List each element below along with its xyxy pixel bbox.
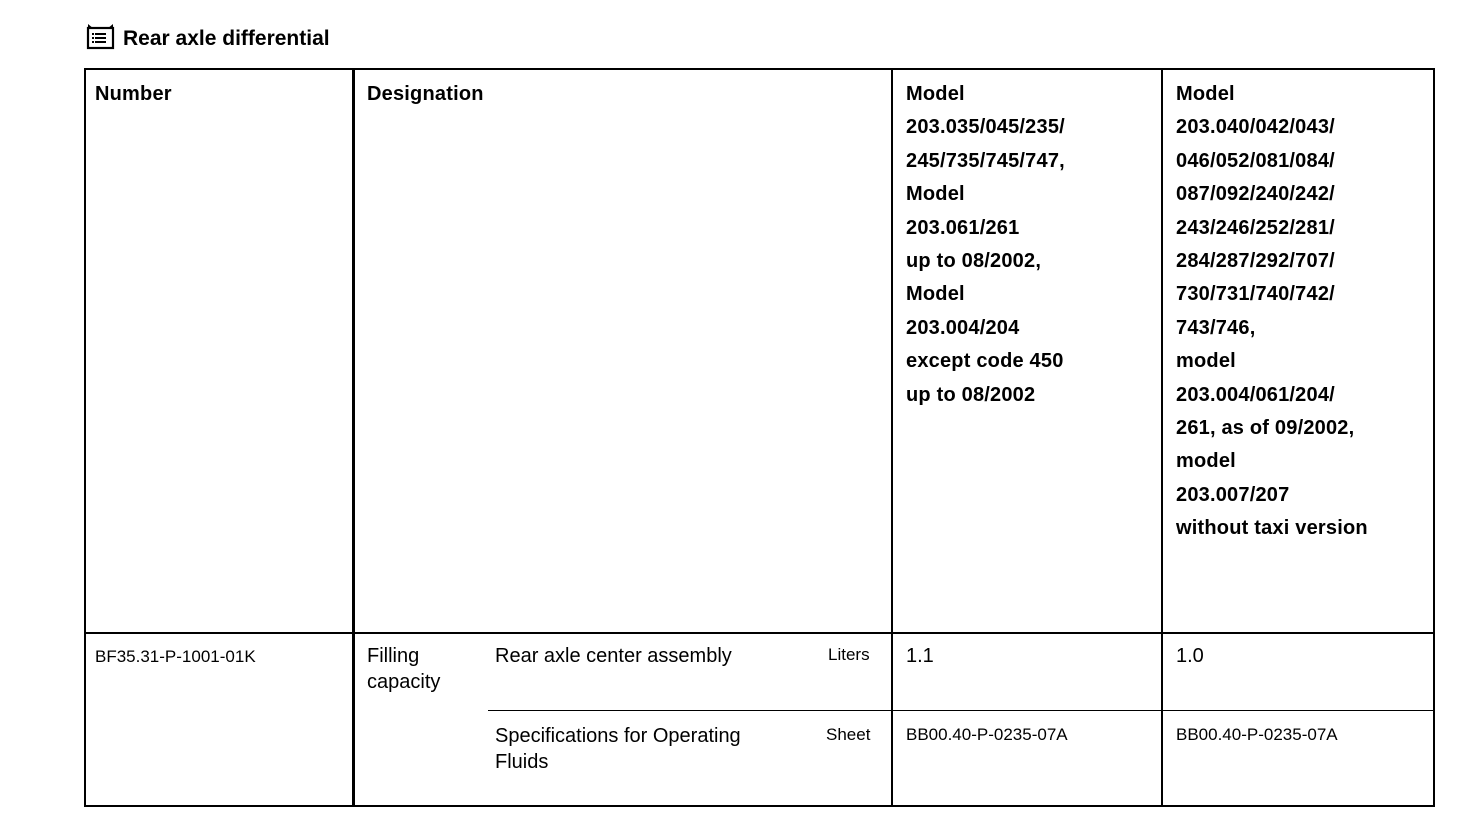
header-designation: Designation [367,83,484,105]
section-title-text: Rear axle differential [123,27,330,50]
header-number: Number [95,83,172,105]
column-divider-2 [891,68,893,807]
cell-model-a-row2[interactable]: BB00.40-P-0235-07A [906,725,1068,744]
header-model-b: Model 203.040/042/043/ 046/052/081/084/ 087/092/240/242/ 243/246/252/281/ 284/287/292/707/ 730/731/740/742/ 743/746, model 203.004/061/204/ 261, as of 09/2002, model 203.007/207 without taxi version [1176,83,1368,540]
table-border-left [84,68,86,807]
table-border-right [1433,68,1435,807]
cell-model-b-row2[interactable]: BB00.40-P-0235-07A [1176,725,1338,744]
cell-unit-row1: Liters [828,645,870,664]
table-border-bottom [84,805,1435,807]
column-divider-1 [352,68,355,807]
cell-unit-row2: Sheet [826,725,871,744]
header-model-a: Model 203.035/045/235/ 245/735/745/747, Model 203.061/261 up to 08/2002, Model 203.004/204 except code 450 up to 08/2002 [906,83,1065,406]
column-divider-3 [1161,68,1163,807]
cell-model-b-row1: 1.0 [1176,645,1204,667]
cell-group: Filling capacity [367,645,441,693]
table-border-top [84,68,1435,70]
cell-model-a-row1: 1.1 [906,645,934,667]
header-row-divider [84,632,1435,634]
cell-number: BF35.31-P-1001-01K [95,647,256,666]
cell-item-row1: Rear axle center assembly [495,645,732,667]
cell-item-row2: Specifications for Operating Fluids [495,725,741,773]
sub-row-divider [488,710,1435,711]
